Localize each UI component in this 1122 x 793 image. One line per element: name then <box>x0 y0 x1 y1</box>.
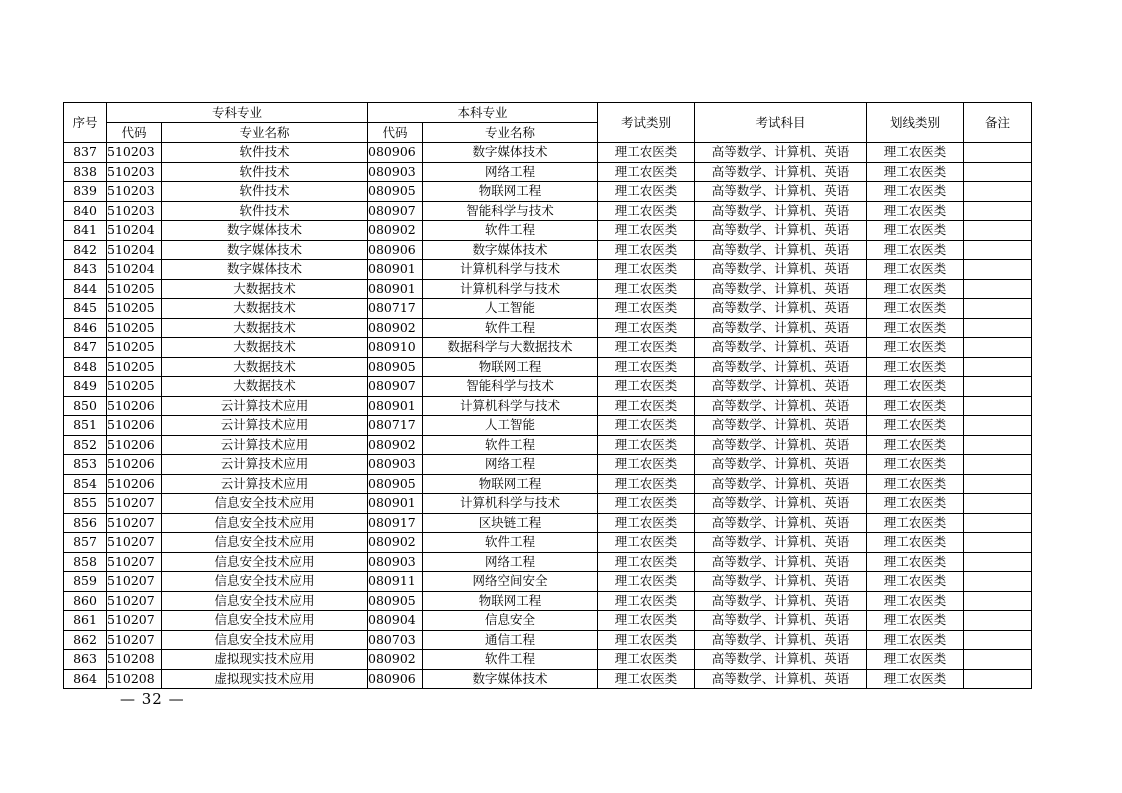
line-type-cell: 理工农医类 <box>867 611 964 631</box>
table-row <box>64 240 1032 260</box>
exam-type-cell: 理工农医类 <box>598 357 695 377</box>
line-type-cell: 理工农医类 <box>867 552 964 572</box>
row-seq-cell: 861 <box>64 611 107 631</box>
note-cell <box>964 435 1032 455</box>
row-seq-cell: 841 <box>64 221 107 241</box>
note-cell <box>964 533 1032 553</box>
line-type-cell: 理工农医类 <box>867 650 964 670</box>
line-type-cell: 理工农医类 <box>867 377 964 397</box>
benke-code-cell: 080903 <box>368 552 423 572</box>
zhuanke-code-cell: 510203 <box>107 162 162 182</box>
note-cell <box>964 611 1032 631</box>
benke-name-cell: 物联网工程 <box>423 182 598 202</box>
benke-name-cell: 软件工程 <box>423 650 598 670</box>
zhuanke-code-cell: 510204 <box>107 240 162 260</box>
zhuanke-code-cell: 510205 <box>107 377 162 397</box>
zhuanke-name-cell: 信息安全技术应用 <box>162 513 368 533</box>
exam-subjects-cell: 高等数学、计算机、英语 <box>695 416 867 436</box>
zhuanke-code-cell: 510206 <box>107 416 162 436</box>
row-seq-cell: 848 <box>64 357 107 377</box>
benke-name-cell: 通信工程 <box>423 630 598 650</box>
table-row <box>64 221 1032 241</box>
exam-type-cell: 理工农医类 <box>598 455 695 475</box>
table-body <box>64 143 1032 689</box>
zhuanke-code-cell: 510208 <box>107 650 162 670</box>
benke-name-cell: 区块链工程 <box>423 513 598 533</box>
zhuanke-name-cell: 软件技术 <box>162 201 368 221</box>
zhuanke-code-cell: 510205 <box>107 279 162 299</box>
table-row <box>64 338 1032 358</box>
benke-code-cell: 080906 <box>368 669 423 689</box>
note-cell <box>964 591 1032 611</box>
benke-code-cell: 080911 <box>368 572 423 592</box>
row-seq-cell: 863 <box>64 650 107 670</box>
zhuanke-name-cell: 信息安全技术应用 <box>162 552 368 572</box>
exam-subjects-cell: 高等数学、计算机、英语 <box>695 260 867 280</box>
benke-code-cell: 080907 <box>368 201 423 221</box>
benke-code-cell: 080903 <box>368 455 423 475</box>
line-type-cell: 理工农医类 <box>867 494 964 514</box>
benke-name-cell: 网络空间安全 <box>423 572 598 592</box>
exam-type-cell: 理工农医类 <box>598 377 695 397</box>
table-row <box>64 416 1032 436</box>
row-seq-cell: 838 <box>64 162 107 182</box>
table-row <box>64 396 1032 416</box>
zhuanke-code-cell: 510205 <box>107 299 162 319</box>
table-row <box>64 318 1032 338</box>
line-type-cell: 理工农医类 <box>867 299 964 319</box>
line-type-cell: 理工农医类 <box>867 240 964 260</box>
zhuanke-name-cell: 大数据技术 <box>162 299 368 319</box>
zhuanke-name-cell: 云计算技术应用 <box>162 416 368 436</box>
table-row <box>64 552 1032 572</box>
note-cell <box>964 572 1032 592</box>
zhuanke-code-cell: 510205 <box>107 357 162 377</box>
benke-name-cell: 软件工程 <box>423 533 598 553</box>
exam-subjects-cell: 高等数学、计算机、英语 <box>695 533 867 553</box>
exam-type-cell: 理工农医类 <box>598 143 695 163</box>
exam-subjects-cell: 高等数学、计算机、英语 <box>695 552 867 572</box>
exam-subjects-cell: 高等数学、计算机、英语 <box>695 396 867 416</box>
row-seq-cell: 844 <box>64 279 107 299</box>
table-row <box>64 669 1032 689</box>
line-type-cell: 理工农医类 <box>867 338 964 358</box>
exam-subjects-cell: 高等数学、计算机、英语 <box>695 201 867 221</box>
table-row <box>64 591 1032 611</box>
exam-type-cell: 理工农医类 <box>598 260 695 280</box>
exam-type-cell: 理工农医类 <box>598 338 695 358</box>
row-seq-cell: 855 <box>64 494 107 514</box>
table-row <box>64 650 1032 670</box>
header-zhuanke-name: 专业名称 <box>162 123 368 143</box>
table-row <box>64 299 1032 319</box>
benke-name-cell: 数据科学与大数据技术 <box>423 338 598 358</box>
row-seq-cell: 850 <box>64 396 107 416</box>
zhuanke-code-cell: 510204 <box>107 221 162 241</box>
row-seq-cell: 843 <box>64 260 107 280</box>
zhuanke-code-cell: 510207 <box>107 494 162 514</box>
exam-type-cell: 理工农医类 <box>598 221 695 241</box>
benke-name-cell: 数字媒体技术 <box>423 240 598 260</box>
exam-type-cell: 理工农医类 <box>598 669 695 689</box>
row-seq-cell: 839 <box>64 182 107 202</box>
benke-name-cell: 人工智能 <box>423 299 598 319</box>
line-type-cell: 理工农医类 <box>867 591 964 611</box>
benke-name-cell: 人工智能 <box>423 416 598 436</box>
exam-subjects-cell: 高等数学、计算机、英语 <box>695 279 867 299</box>
page-number: — 32 — <box>120 690 185 708</box>
exam-type-cell: 理工农医类 <box>598 201 695 221</box>
note-cell <box>964 455 1032 475</box>
zhuanke-name-cell: 云计算技术应用 <box>162 474 368 494</box>
note-cell <box>964 221 1032 241</box>
benke-name-cell: 信息安全 <box>423 611 598 631</box>
exam-type-cell: 理工农医类 <box>598 279 695 299</box>
exam-subjects-cell: 高等数学、计算机、英语 <box>695 591 867 611</box>
line-type-cell: 理工农医类 <box>867 455 964 475</box>
line-type-cell: 理工农医类 <box>867 474 964 494</box>
zhuanke-code-cell: 510207 <box>107 591 162 611</box>
table-row <box>64 143 1032 163</box>
zhuanke-code-cell: 510207 <box>107 552 162 572</box>
zhuanke-name-cell: 信息安全技术应用 <box>162 533 368 553</box>
benke-code-cell: 080905 <box>368 474 423 494</box>
benke-name-cell: 软件工程 <box>423 435 598 455</box>
zhuanke-name-cell: 数字媒体技术 <box>162 260 368 280</box>
row-seq-cell: 846 <box>64 318 107 338</box>
zhuanke-code-cell: 510208 <box>107 669 162 689</box>
benke-name-cell: 软件工程 <box>423 318 598 338</box>
exam-type-cell: 理工农医类 <box>598 494 695 514</box>
zhuanke-name-cell: 云计算技术应用 <box>162 396 368 416</box>
benke-code-cell: 080902 <box>368 318 423 338</box>
zhuanke-name-cell: 信息安全技术应用 <box>162 591 368 611</box>
line-type-cell: 理工农医类 <box>867 182 964 202</box>
zhuanke-code-cell: 510207 <box>107 611 162 631</box>
benke-code-cell: 080901 <box>368 396 423 416</box>
benke-code-cell: 080902 <box>368 533 423 553</box>
benke-code-cell: 080905 <box>368 591 423 611</box>
row-seq-cell: 842 <box>64 240 107 260</box>
zhuanke-name-cell: 信息安全技术应用 <box>162 572 368 592</box>
exam-subjects-cell: 高等数学、计算机、英语 <box>695 474 867 494</box>
benke-code-cell: 080901 <box>368 494 423 514</box>
note-cell <box>964 396 1032 416</box>
benke-name-cell: 网络工程 <box>423 455 598 475</box>
benke-code-cell: 080910 <box>368 338 423 358</box>
benke-code-cell: 080904 <box>368 611 423 631</box>
benke-name-cell: 数字媒体技术 <box>423 669 598 689</box>
benke-name-cell: 智能科学与技术 <box>423 377 598 397</box>
zhuanke-code-cell: 510207 <box>107 630 162 650</box>
benke-code-cell: 080905 <box>368 182 423 202</box>
zhuanke-name-cell: 虚拟现实技术应用 <box>162 669 368 689</box>
table-row <box>64 435 1032 455</box>
benke-code-cell: 080902 <box>368 650 423 670</box>
exam-type-cell: 理工农医类 <box>598 416 695 436</box>
line-type-cell: 理工农医类 <box>867 630 964 650</box>
exam-subjects-cell: 高等数学、计算机、英语 <box>695 611 867 631</box>
note-cell <box>964 162 1032 182</box>
zhuanke-name-cell: 数字媒体技术 <box>162 221 368 241</box>
benke-code-cell: 080902 <box>368 221 423 241</box>
line-type-cell: 理工农医类 <box>867 260 964 280</box>
zhuanke-name-cell: 数字媒体技术 <box>162 240 368 260</box>
line-type-cell: 理工农医类 <box>867 513 964 533</box>
benke-code-cell: 080703 <box>368 630 423 650</box>
benke-code-cell: 080906 <box>368 143 423 163</box>
exam-subjects-cell: 高等数学、计算机、英语 <box>695 221 867 241</box>
zhuanke-code-cell: 510206 <box>107 455 162 475</box>
row-seq-cell: 847 <box>64 338 107 358</box>
exam-type-cell: 理工农医类 <box>598 474 695 494</box>
row-seq-cell: 851 <box>64 416 107 436</box>
exam-type-cell: 理工农医类 <box>598 591 695 611</box>
line-type-cell: 理工农医类 <box>867 669 964 689</box>
row-seq-cell: 857 <box>64 533 107 553</box>
table-row <box>64 182 1032 202</box>
admission-table <box>63 102 1032 689</box>
exam-type-cell: 理工农医类 <box>598 552 695 572</box>
zhuanke-name-cell: 云计算技术应用 <box>162 455 368 475</box>
row-seq-cell: 840 <box>64 201 107 221</box>
zhuanke-code-cell: 510207 <box>107 513 162 533</box>
zhuanke-code-cell: 510206 <box>107 474 162 494</box>
note-cell <box>964 474 1032 494</box>
exam-subjects-cell: 高等数学、计算机、英语 <box>695 143 867 163</box>
zhuanke-code-cell: 510207 <box>107 572 162 592</box>
zhuanke-code-cell: 510205 <box>107 338 162 358</box>
zhuanke-name-cell: 软件技术 <box>162 182 368 202</box>
exam-subjects-cell: 高等数学、计算机、英语 <box>695 357 867 377</box>
zhuanke-name-cell: 信息安全技术应用 <box>162 494 368 514</box>
note-cell <box>964 182 1032 202</box>
zhuanke-name-cell: 大数据技术 <box>162 357 368 377</box>
benke-name-cell: 软件工程 <box>423 221 598 241</box>
line-type-cell: 理工农医类 <box>867 357 964 377</box>
table-row <box>64 260 1032 280</box>
exam-subjects-cell: 高等数学、计算机、英语 <box>695 494 867 514</box>
table-row <box>64 572 1032 592</box>
note-cell <box>964 201 1032 221</box>
benke-code-cell: 080717 <box>368 299 423 319</box>
zhuanke-code-cell: 510203 <box>107 143 162 163</box>
header-benke-name: 专业名称 <box>423 123 598 143</box>
benke-name-cell: 计算机科学与技术 <box>423 260 598 280</box>
benke-name-cell: 网络工程 <box>423 162 598 182</box>
header-benke-code: 代码 <box>368 123 423 143</box>
note-cell <box>964 338 1032 358</box>
zhuanke-name-cell: 大数据技术 <box>162 377 368 397</box>
exam-type-cell: 理工农医类 <box>598 318 695 338</box>
line-type-cell: 理工农医类 <box>867 435 964 455</box>
table-row <box>64 474 1032 494</box>
note-cell <box>964 669 1032 689</box>
benke-name-cell: 物联网工程 <box>423 474 598 494</box>
line-type-cell: 理工农医类 <box>867 201 964 221</box>
zhuanke-name-cell: 软件技术 <box>162 162 368 182</box>
exam-subjects-cell: 高等数学、计算机、英语 <box>695 182 867 202</box>
header-note: 备注 <box>964 103 1032 143</box>
table-row <box>64 162 1032 182</box>
table-row <box>64 279 1032 299</box>
note-cell <box>964 357 1032 377</box>
row-seq-cell: 837 <box>64 143 107 163</box>
exam-type-cell: 理工农医类 <box>598 240 695 260</box>
zhuanke-name-cell: 信息安全技术应用 <box>162 630 368 650</box>
header-line-type: 划线类别 <box>867 103 964 143</box>
exam-type-cell: 理工农医类 <box>598 572 695 592</box>
exam-type-cell: 理工农医类 <box>598 182 695 202</box>
zhuanke-name-cell: 大数据技术 <box>162 279 368 299</box>
benke-code-cell: 080917 <box>368 513 423 533</box>
benke-code-cell: 080717 <box>368 416 423 436</box>
benke-name-cell: 计算机科学与技术 <box>423 279 598 299</box>
row-seq-cell: 862 <box>64 630 107 650</box>
exam-subjects-cell: 高等数学、计算机、英语 <box>695 162 867 182</box>
table-row <box>64 455 1032 475</box>
zhuanke-code-cell: 510206 <box>107 435 162 455</box>
exam-subjects-cell: 高等数学、计算机、英语 <box>695 650 867 670</box>
zhuanke-name-cell: 信息安全技术应用 <box>162 611 368 631</box>
zhuanke-code-cell: 510204 <box>107 260 162 280</box>
note-cell <box>964 552 1032 572</box>
row-seq-cell: 859 <box>64 572 107 592</box>
line-type-cell: 理工农医类 <box>867 396 964 416</box>
header-exam-type: 考试类别 <box>598 103 695 143</box>
header-zhuanke: 专科专业 <box>107 103 368 123</box>
exam-subjects-cell: 高等数学、计算机、英语 <box>695 455 867 475</box>
row-seq-cell: 864 <box>64 669 107 689</box>
benke-code-cell: 080906 <box>368 240 423 260</box>
benke-name-cell: 计算机科学与技术 <box>423 494 598 514</box>
benke-name-cell: 物联网工程 <box>423 357 598 377</box>
row-seq-cell: 858 <box>64 552 107 572</box>
exam-subjects-cell: 高等数学、计算机、英语 <box>695 318 867 338</box>
zhuanke-code-cell: 510207 <box>107 533 162 553</box>
zhuanke-name-cell: 软件技术 <box>162 143 368 163</box>
note-cell <box>964 279 1032 299</box>
line-type-cell: 理工农医类 <box>867 416 964 436</box>
row-seq-cell: 853 <box>64 455 107 475</box>
zhuanke-code-cell: 510203 <box>107 182 162 202</box>
line-type-cell: 理工农医类 <box>867 143 964 163</box>
note-cell <box>964 299 1032 319</box>
benke-name-cell: 网络工程 <box>423 552 598 572</box>
note-cell <box>964 650 1032 670</box>
line-type-cell: 理工农医类 <box>867 221 964 241</box>
benke-name-cell: 计算机科学与技术 <box>423 396 598 416</box>
table-row <box>64 357 1032 377</box>
note-cell <box>964 513 1032 533</box>
exam-subjects-cell: 高等数学、计算机、英语 <box>695 338 867 358</box>
exam-subjects-cell: 高等数学、计算机、英语 <box>695 240 867 260</box>
exam-subjects-cell: 高等数学、计算机、英语 <box>695 513 867 533</box>
table-row <box>64 611 1032 631</box>
zhuanke-code-cell: 510205 <box>107 318 162 338</box>
row-seq-cell: 849 <box>64 377 107 397</box>
exam-type-cell: 理工农医类 <box>598 611 695 631</box>
line-type-cell: 理工农医类 <box>867 279 964 299</box>
benke-code-cell: 080903 <box>368 162 423 182</box>
benke-name-cell: 物联网工程 <box>423 591 598 611</box>
line-type-cell: 理工农医类 <box>867 162 964 182</box>
zhuanke-name-cell: 云计算技术应用 <box>162 435 368 455</box>
benke-name-cell: 智能科学与技术 <box>423 201 598 221</box>
zhuanke-name-cell: 虚拟现实技术应用 <box>162 650 368 670</box>
exam-type-cell: 理工农医类 <box>598 513 695 533</box>
zhuanke-name-cell: 大数据技术 <box>162 318 368 338</box>
note-cell <box>964 630 1032 650</box>
exam-subjects-cell: 高等数学、计算机、英语 <box>695 669 867 689</box>
table-row <box>64 201 1032 221</box>
exam-subjects-cell: 高等数学、计算机、英语 <box>695 630 867 650</box>
row-seq-cell: 860 <box>64 591 107 611</box>
exam-subjects-cell: 高等数学、计算机、英语 <box>695 299 867 319</box>
benke-code-cell: 080907 <box>368 377 423 397</box>
row-seq-cell: 856 <box>64 513 107 533</box>
exam-type-cell: 理工农医类 <box>598 299 695 319</box>
table-row <box>64 494 1032 514</box>
note-cell <box>964 377 1032 397</box>
line-type-cell: 理工农医类 <box>867 533 964 553</box>
exam-type-cell: 理工农医类 <box>598 533 695 553</box>
exam-type-cell: 理工农医类 <box>598 650 695 670</box>
exam-type-cell: 理工农医类 <box>598 162 695 182</box>
benke-code-cell: 080901 <box>368 260 423 280</box>
exam-subjects-cell: 高等数学、计算机、英语 <box>695 572 867 592</box>
note-cell <box>964 318 1032 338</box>
benke-name-cell: 数字媒体技术 <box>423 143 598 163</box>
benke-code-cell: 080905 <box>368 357 423 377</box>
exam-subjects-cell: 高等数学、计算机、英语 <box>695 377 867 397</box>
exam-type-cell: 理工农医类 <box>598 435 695 455</box>
note-cell <box>964 416 1032 436</box>
line-type-cell: 理工农医类 <box>867 572 964 592</box>
note-cell <box>964 240 1032 260</box>
row-seq-cell: 845 <box>64 299 107 319</box>
header-benke: 本科专业 <box>368 103 598 123</box>
row-seq-cell: 854 <box>64 474 107 494</box>
table-row <box>64 513 1032 533</box>
note-cell <box>964 494 1032 514</box>
exam-type-cell: 理工农医类 <box>598 396 695 416</box>
note-cell <box>964 260 1032 280</box>
header-zhuanke-code: 代码 <box>107 123 162 143</box>
zhuanke-code-cell: 510203 <box>107 201 162 221</box>
row-seq-cell: 852 <box>64 435 107 455</box>
header-exam-subjects: 考试科目 <box>695 103 867 143</box>
benke-code-cell: 080902 <box>368 435 423 455</box>
table-row <box>64 377 1032 397</box>
benke-code-cell: 080901 <box>368 279 423 299</box>
zhuanke-code-cell: 510206 <box>107 396 162 416</box>
table-row <box>64 533 1032 553</box>
exam-subjects-cell: 高等数学、计算机、英语 <box>695 435 867 455</box>
line-type-cell: 理工农医类 <box>867 318 964 338</box>
table-row <box>64 630 1032 650</box>
exam-type-cell: 理工农医类 <box>598 630 695 650</box>
header-seq: 序号 <box>64 103 107 143</box>
zhuanke-name-cell: 大数据技术 <box>162 338 368 358</box>
note-cell <box>964 143 1032 163</box>
